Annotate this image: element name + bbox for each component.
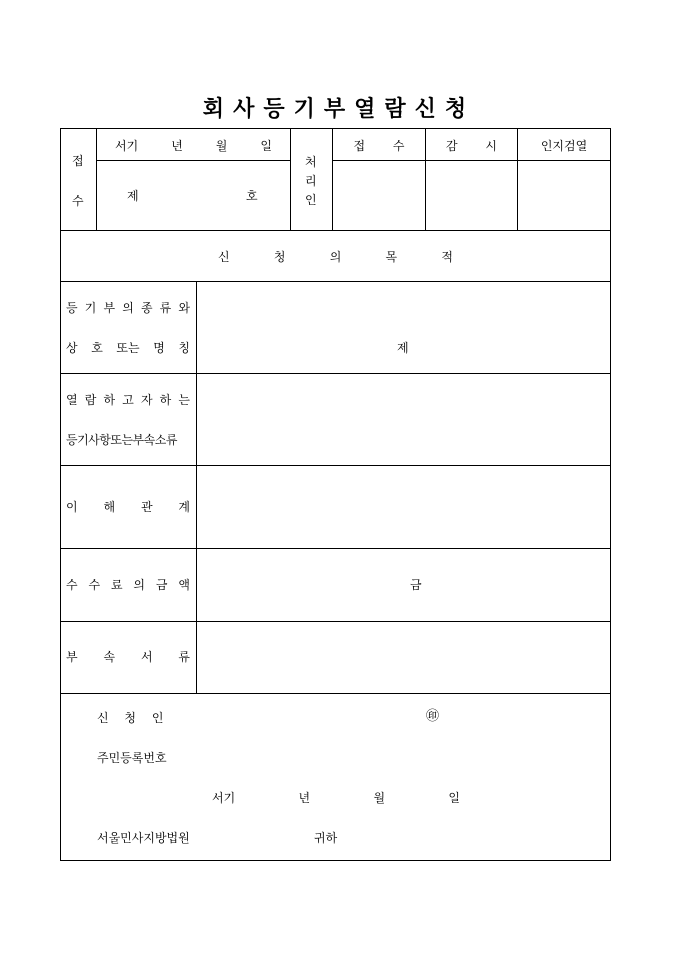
header-inspection: 감 시	[446, 139, 497, 153]
purpose-header: 신 청 의 목 적	[218, 250, 453, 264]
header-stamp-check: 인지검열	[540, 139, 588, 153]
court-name: 서울민사지방법원	[97, 831, 190, 845]
attachments-label: 부 속 서 류	[66, 650, 190, 664]
divider	[60, 621, 611, 622]
processor-label-3: 인	[305, 193, 317, 207]
items-to-view-label-1: 열 람 하 고 자 하 는	[66, 393, 190, 407]
divider	[60, 465, 611, 466]
header-reception: 접 수	[353, 139, 405, 153]
divider	[60, 281, 611, 282]
resident-number-label: 주민등록번호	[97, 751, 167, 765]
seal-mark: ㊞	[426, 709, 440, 724]
divider	[96, 128, 97, 230]
divider	[60, 693, 611, 694]
divider	[332, 160, 610, 161]
registry-type-label-2: 상 호 또는 명 칭	[66, 341, 190, 355]
fee-amount-prefix: 금	[410, 578, 422, 592]
divider	[60, 230, 611, 231]
divider	[290, 128, 291, 230]
processor-label-2: 리	[305, 174, 317, 188]
honorific: 귀하	[314, 831, 338, 845]
divider	[196, 281, 197, 693]
processor-label-1: 처	[305, 155, 317, 169]
applicant-name-label: 신 청 인	[97, 711, 164, 725]
divider	[96, 160, 290, 161]
registry-number-prefix: 제	[397, 341, 409, 355]
registry-type-label-1: 등 기 부 의 종 류 와	[66, 301, 190, 315]
document-title: 회 사 등 기 부 열 람 신 청	[202, 96, 468, 122]
reception-number-prefix: 제	[127, 189, 139, 203]
divider	[60, 548, 611, 549]
application-date: 서기 년 월 일	[212, 791, 460, 805]
reception-number-suffix: 호	[246, 189, 258, 203]
interest-label: 이 해 관 계	[66, 500, 190, 514]
divider	[60, 373, 611, 374]
reception-date: 서기 년 월 일	[115, 139, 272, 153]
fee-label: 수 수 료 의 금 액	[66, 578, 190, 592]
reception-label-bottom: 수	[72, 194, 84, 208]
items-to-view-label-2: 등기사항또는부속소류	[66, 433, 177, 447]
reception-label-top: 접	[72, 154, 84, 168]
